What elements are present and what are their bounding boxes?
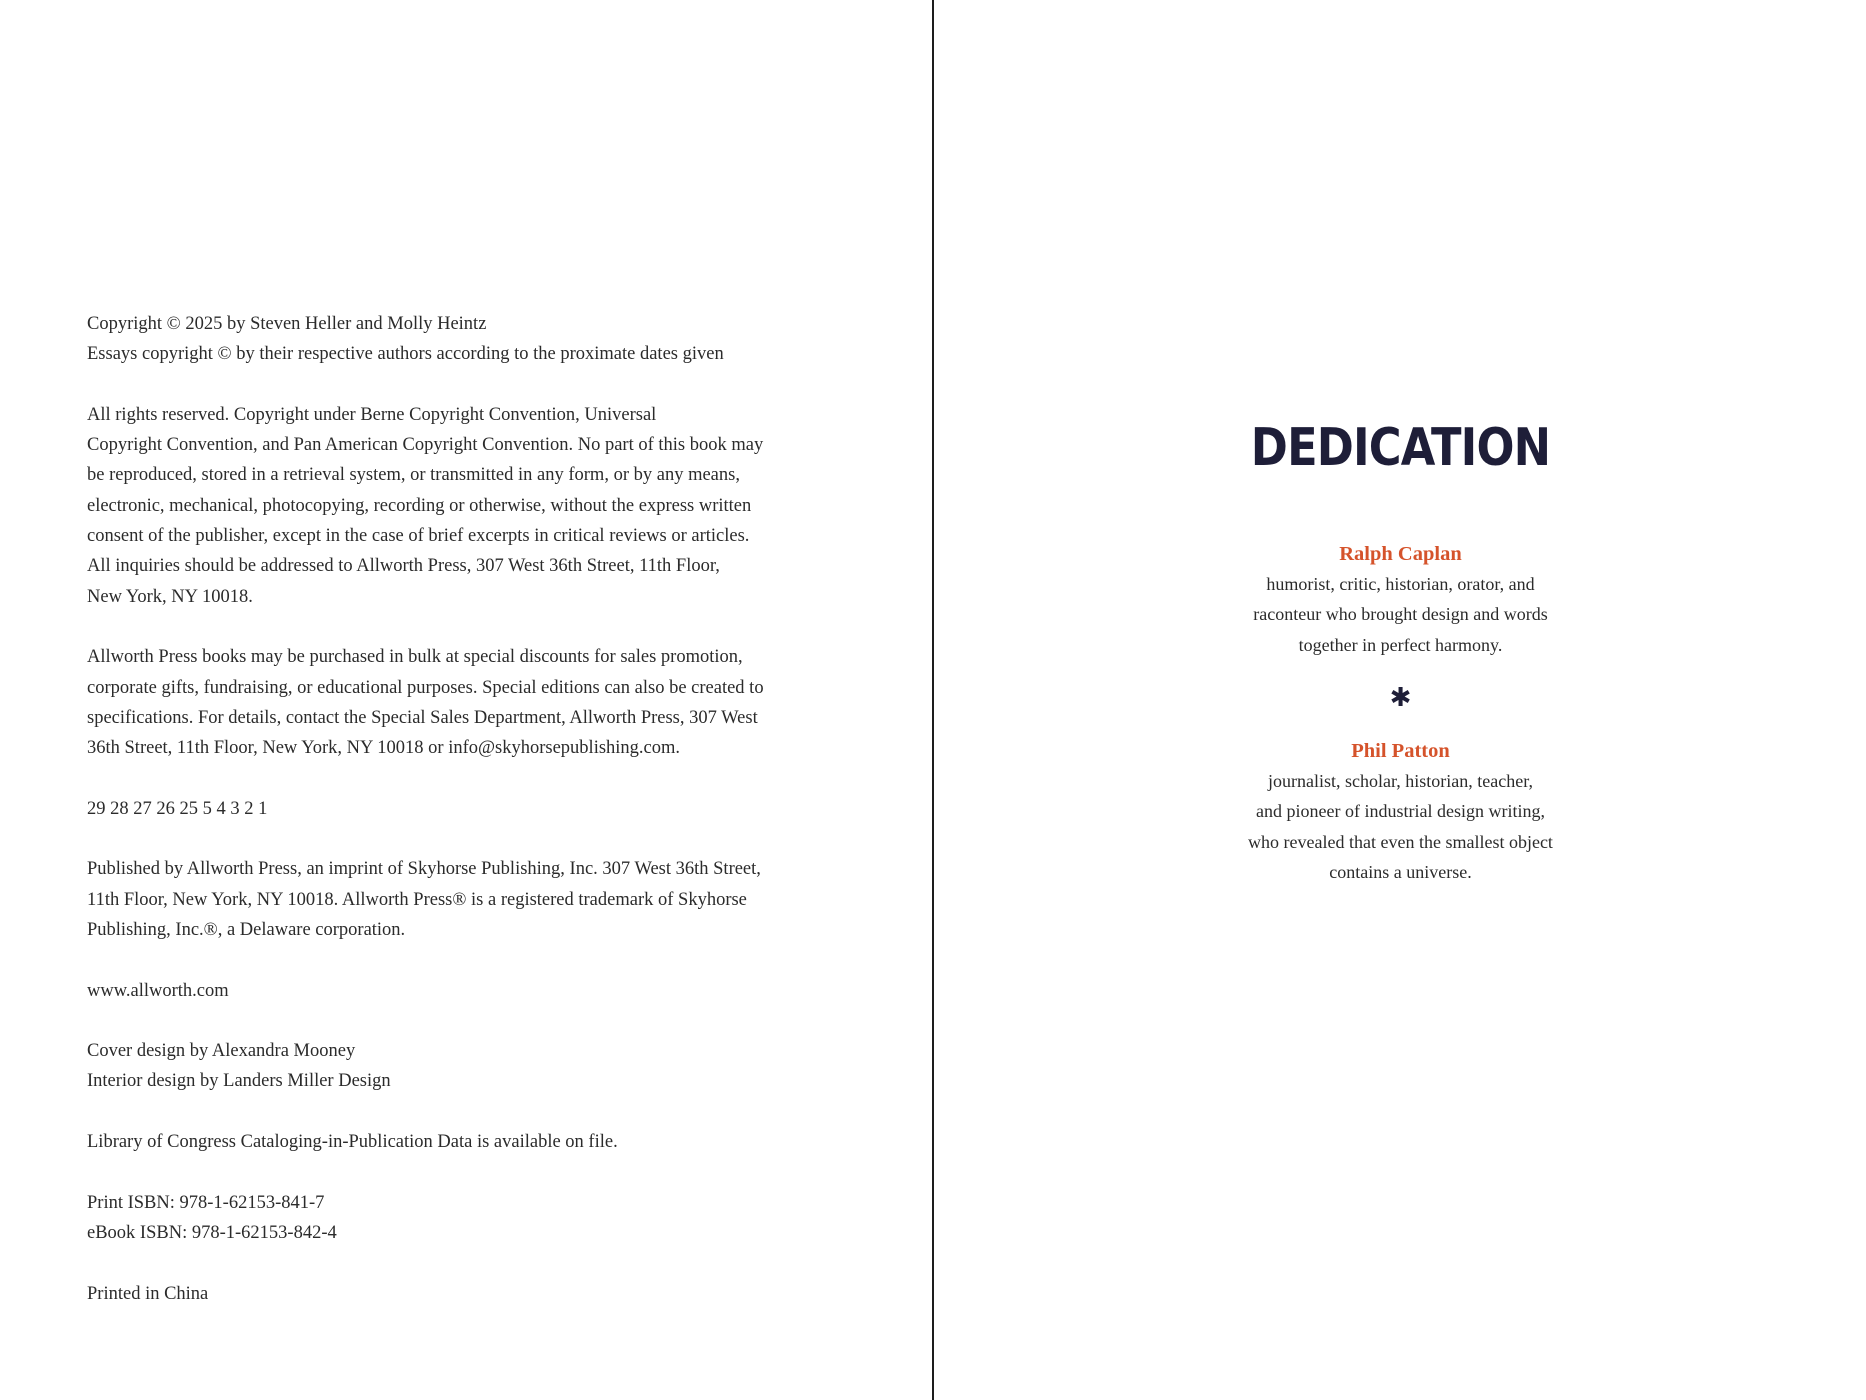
copyright-notice: Copyright © 2025 by Steven Heller and Molly Heintz Essays copyright © by their respective authors according to the proximate dates given — [87, 314, 724, 365]
dedicatee-block — [935, 736, 1866, 887]
page-gutter-divider — [932, 0, 934, 1400]
bulk-sales-paragraph: Allworth Press books may be purchased in bulk at special discounts for sales promotion, corporate gifts, fundraising, or educational purposes. Special editions can also be created to specifications. For details, contact the Special Sales Department, Allworth Press, 307 West 36th Street, 11th Floor, New York, NY 10018 or info@skyhorsepublishing.com. — [87, 647, 764, 759]
dedicatee-description: humorist, critic, historian, orator, and raconteur who brought design and words together in perfect harmony. — [1253, 574, 1548, 655]
dedicatee-description: journalist, scholar, historian, teacher, and pioneer of industrial design writing, who revealed that even the smallest object contains a universe. — [1248, 771, 1553, 882]
isbn-lines: Print ISBN: 978-1-62153-841-7 eBook ISBN: 978-1-62153-842-4 — [87, 1192, 337, 1243]
dedicatee-name: Phil Patton — [1351, 740, 1450, 762]
publisher-paragraph: Published by Allworth Press, an imprint of Skyhorse Publishing, Inc. 307 West 36th Street, 11th Floor, New York, NY 10018. Allworth Press® is a registered trademark of Skyhorse Publishing, Inc.®, a Delaware corporation. — [87, 859, 761, 940]
website-line: www.allworth.com — [87, 980, 229, 1001]
dedicatee-name: Ralph Caplan — [1339, 543, 1462, 565]
printing-line: 29 28 27 26 25 5 4 3 2 1 — [87, 798, 268, 819]
dedication-title: DEDICATION — [1250, 418, 1551, 478]
rights-reserved-paragraph: All rights reserved. Copyright under Berne Copyright Convention, Universal Copyright Convention, and Pan American Copyright Convention. No part of this book may be reproduced, stored in a retrieval system, or transmitted in any form, or by any means, electronic, mechanical, photocopying, recording or otherwise, without the express written consent of the publisher, except in the case of brief excerpts in critical reviews or articles. All inquiries should be addressed to Allworth Press, 307 West 36th Street, 11th Floor, New York, NY 10018. — [87, 404, 764, 607]
colophon-text — [87, 309, 887, 1309]
printed-in-line: Printed in China — [87, 1283, 209, 1304]
cataloging-line: Library of Congress Cataloging-in-Publication Data is available on file. — [87, 1132, 618, 1153]
dedicatee-block — [935, 539, 1866, 660]
dedication-page — [935, 0, 1866, 1400]
design-credits: Cover design by Alexandra Mooney Interior design by Landers Miller Design — [87, 1041, 391, 1092]
asterisk-separator-icon: ✱ — [1389, 683, 1412, 713]
